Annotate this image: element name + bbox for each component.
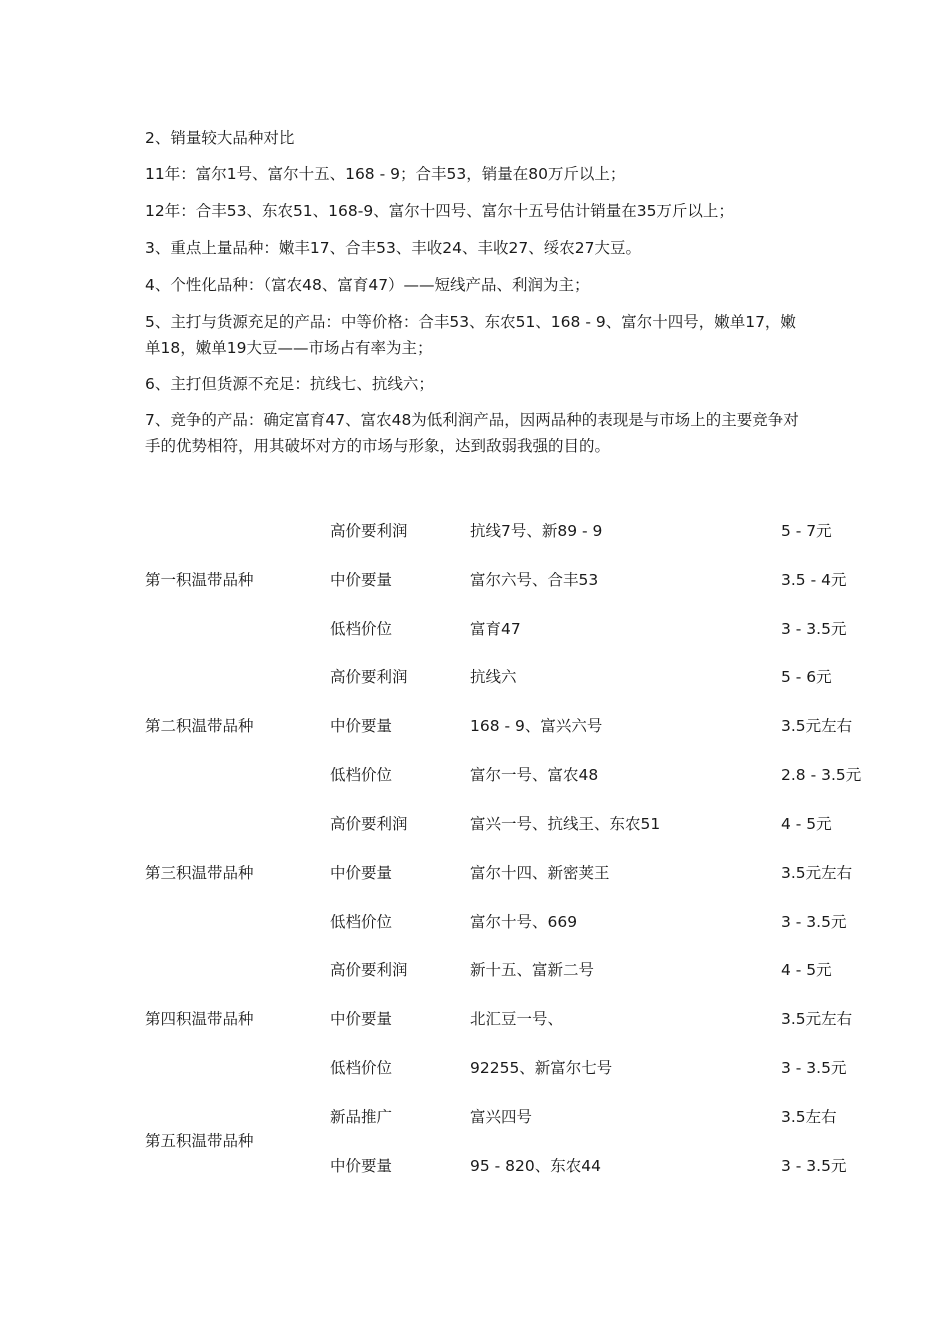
zone-name: 第四积温带品种	[145, 1010, 254, 1028]
price-range: 4 - 5元	[781, 961, 832, 979]
zone-name: 第五积温带品种	[145, 1132, 254, 1150]
variety-list: 富兴四号	[470, 1108, 533, 1126]
tier-label: 高价要利润	[330, 522, 408, 540]
variety-list: 富尔六号、合丰53	[470, 571, 599, 589]
price-range: 2.8 - 3.5元	[781, 766, 862, 784]
variety-list: 富育47	[470, 620, 521, 638]
paragraph-2011-sales: 11年：富尔1号、富尔十五、168 - 9；合丰53，销量在80万斤以上；	[145, 165, 626, 183]
price-range: 4 - 5元	[781, 815, 832, 833]
tier-label: 高价要利润	[330, 815, 408, 833]
zone-name: 第一积温带品种	[145, 571, 254, 589]
variety-list: 富尔一号、富农48	[470, 766, 599, 784]
price-range: 3 - 3.5元	[781, 913, 847, 931]
tier-label: 低档价位	[330, 1059, 393, 1077]
price-range: 3 - 3.5元	[781, 1059, 847, 1077]
tier-label: 中价要量	[330, 864, 393, 882]
paragraph-short-supply: 6、主打但货源不充足：抗线七、抗线六；	[145, 375, 434, 393]
variety-list: 抗线六	[470, 668, 517, 686]
variety-list: 北汇豆一号、	[470, 1010, 564, 1028]
price-range: 3 - 3.5元	[781, 1157, 847, 1175]
tier-label: 低档价位	[330, 913, 393, 931]
variety-list: 富尔十号、669	[470, 913, 578, 931]
tier-label: 高价要利润	[330, 961, 408, 979]
zone-name: 第二积温带品种	[145, 717, 254, 735]
variety-list: 95 - 820、东农44	[470, 1157, 601, 1175]
variety-list: 168 - 9、富兴六号	[470, 717, 603, 735]
tier-label: 中价要量	[330, 1157, 393, 1175]
variety-list: 富兴一号、抗线王、东农51	[470, 815, 661, 833]
price-range: 3.5元左右	[781, 1010, 853, 1028]
variety-list: 新十五、富新二号	[470, 961, 595, 979]
price-range: 3 - 3.5元	[781, 620, 847, 638]
tier-label: 中价要量	[330, 1010, 393, 1028]
tier-label: 低档价位	[330, 766, 393, 784]
variety-list: 92255、新富尔七号	[470, 1059, 613, 1077]
tier-label: 中价要量	[330, 571, 393, 589]
tier-label: 高价要利润	[330, 668, 408, 686]
variety-list: 抗线7号、新89 - 9	[470, 522, 603, 540]
price-range: 3.5元左右	[781, 717, 853, 735]
paragraph-2012-sales: 12年：合丰53、东农51、168-9、富尔十四号、富尔十五号估计销量在35万斤以上；	[145, 202, 734, 220]
price-range: 5 - 6元	[781, 668, 832, 686]
paragraph-main-products: 5、主打与货源充足的产品：中等价格：合丰53、东农51、168 - 9、富尔十四号，嫩单17，嫩单18，嫩单19大豆——市场占有率为主；	[145, 313, 796, 357]
section-heading: 2、销量较大品种对比	[145, 129, 295, 147]
paragraph-personalized-varieties: 4、个性化品种：（富农48、富育47）——短线产品、利润为主；	[145, 276, 590, 294]
price-range: 3.5左右	[781, 1108, 837, 1126]
zone-name: 第三积温带品种	[145, 864, 254, 882]
price-range: 5 - 7元	[781, 522, 832, 540]
variety-list: 富尔十四、新密荚王	[470, 864, 610, 882]
paragraph-competitive-products: 7、竞争的产品：确定富育47、富农48为低利润产品，因两品种的表现是与市场上的主要竞争对手的优势相符，用其破坏对方的市场与形象，达到敌弱我强的目的。	[145, 411, 799, 455]
price-range: 3.5元左右	[781, 864, 853, 882]
price-range: 3.5 - 4元	[781, 571, 847, 589]
tier-label: 中价要量	[330, 717, 393, 735]
tier-label: 新品推广	[330, 1108, 393, 1126]
tier-label: 低档价位	[330, 620, 393, 638]
paragraph-key-varieties: 3、重点上量品种：嫩丰17、合丰53、丰收24、丰收27、绥农27大豆。	[145, 239, 641, 257]
